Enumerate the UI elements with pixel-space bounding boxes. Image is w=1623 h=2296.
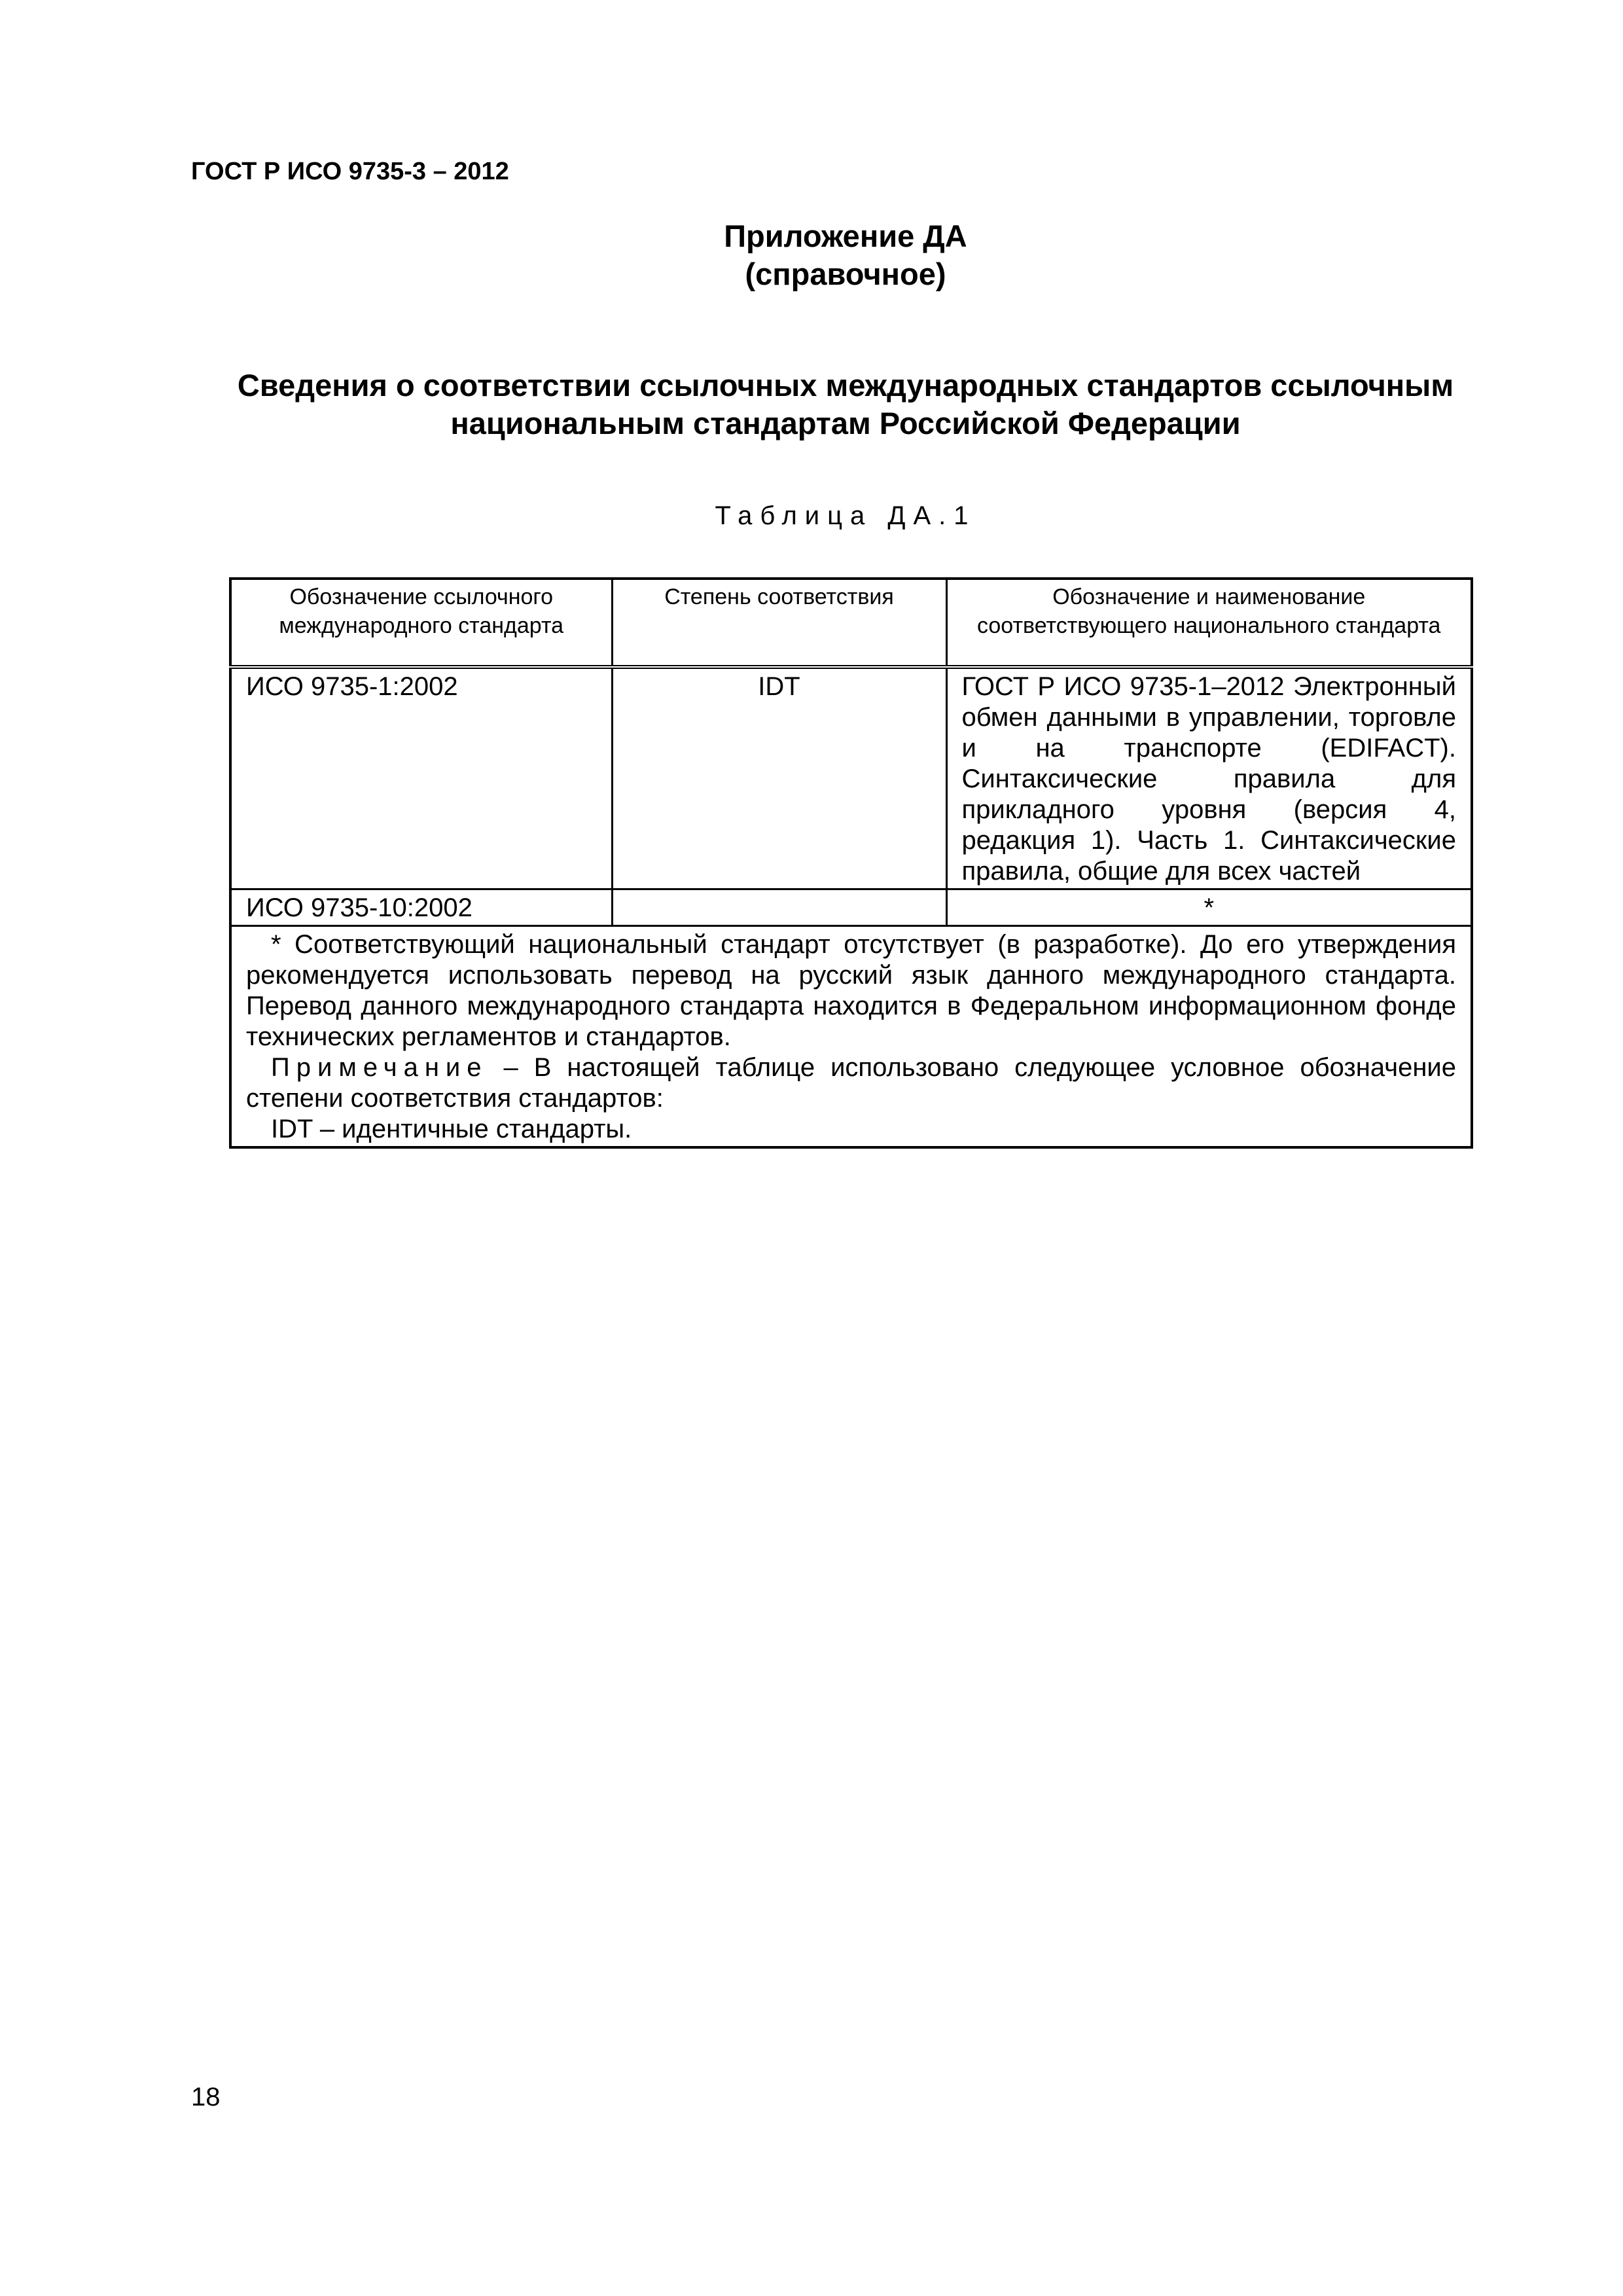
header-intl-standard: Обозначение ссылочного международного стандарта (230, 579, 612, 667)
section-title-line-2: национальным стандартам Российской Федерации (450, 406, 1241, 440)
section-title-line-1: Сведения о соответствии ссылочных международных стандартов ссылочным (237, 368, 1454, 403)
cell-intl-standard: ИСО 9735-1:2002 (230, 667, 612, 889)
document-code: ГОСТ Р ИСО 9735-3 – 2012 (191, 158, 509, 185)
page-number: 18 (191, 2083, 221, 2111)
note-paragraph (246, 1052, 1456, 1114)
correspondence-table (229, 577, 1473, 1149)
idt-definition: IDT – идентичные стандарты. (271, 1115, 632, 1143)
asterisk-footnote: * Соответствующий национальный стандарт отсутствует (в разработке). До его утверждения рекомендуется использовать перевод на русский язык данного международного стандарта. Перевод данного международного стандарта находится в Федеральном информационном фонде технических регламентов и стандартов. (246, 930, 1456, 1051)
cell-national-standard: ГОСТ Р ИСО 9735-1–2012 Электронный обмен данными в управлении, торговле и на транспорте (EDIFACT). Синтаксические правила для прикладного уровня (версия 4, редакция 1). Часть 1. Синтаксические правила, общие для всех частей (946, 667, 1472, 889)
cell-degree: IDT (612, 667, 946, 889)
table-caption: Таблица ДА.1 (715, 501, 976, 530)
cell-intl-standard: ИСО 9735-10:2002 (230, 889, 612, 926)
header-national-standard: Обозначение и наименование соответствующего национального стандарта (946, 579, 1472, 667)
header-degree: Степень соответствия (612, 579, 946, 667)
section-title (0, 367, 1623, 442)
appendix-heading (0, 217, 1623, 293)
table-row (230, 667, 1472, 889)
table-footnote (230, 926, 1472, 1148)
appendix-subtitle: (справочное) (745, 257, 946, 291)
cell-national-standard: * (946, 889, 1472, 926)
table-footnote-row (230, 926, 1472, 1148)
table-header-row (230, 579, 1472, 667)
note-label: Примечание (271, 1053, 488, 1082)
table-row (230, 889, 1472, 926)
note-text: – В настоящей таблице использовано следующее условное обозначение степени соответствия стандартов: (246, 1053, 1456, 1113)
cell-degree (612, 889, 946, 926)
appendix-title: Приложение ДА (724, 219, 967, 253)
